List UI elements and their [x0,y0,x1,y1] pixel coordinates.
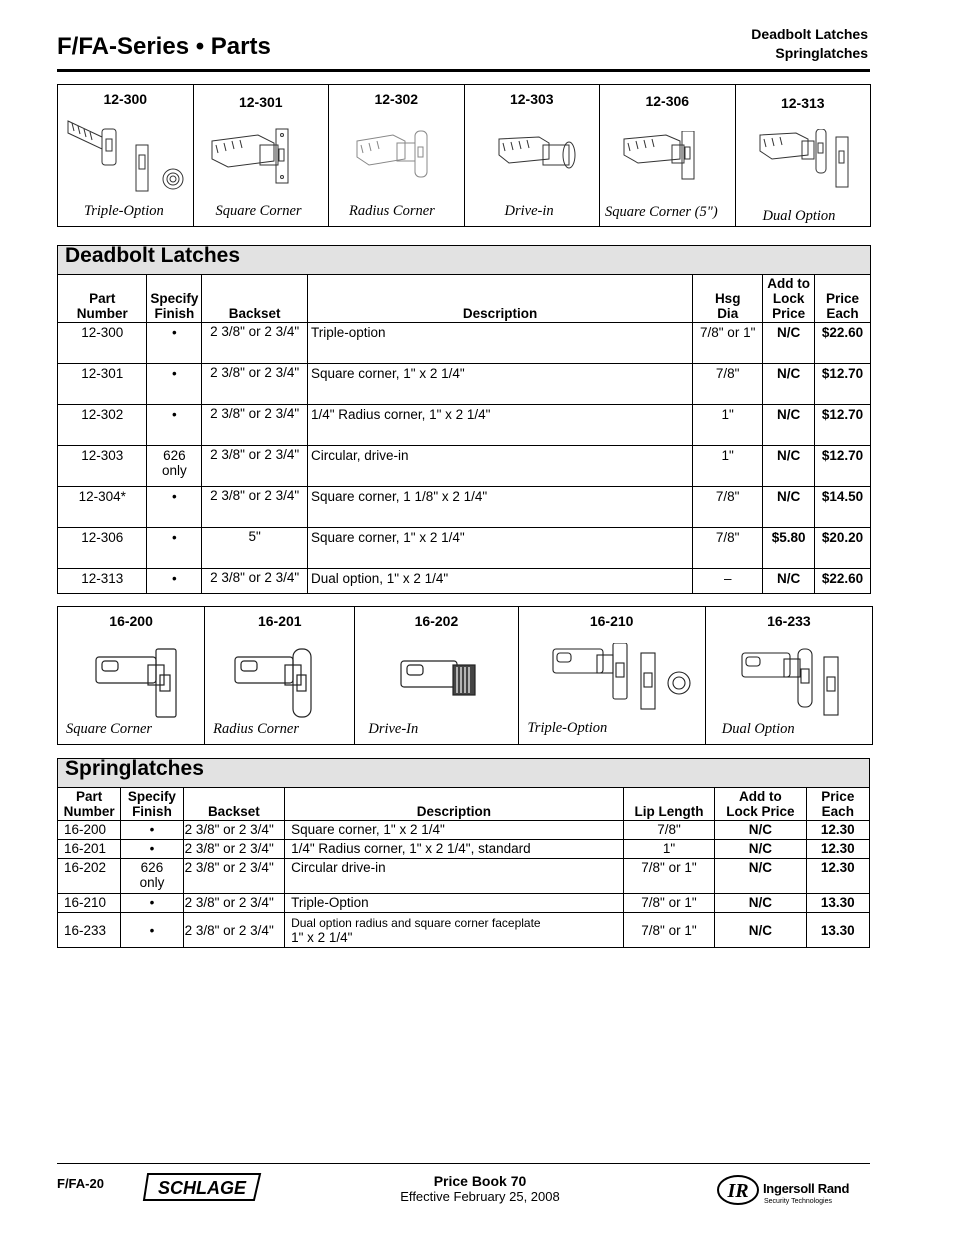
column-header: Price Each [806,788,869,821]
description-cell: Dual option, 1" x 2 1/4" [307,569,692,594]
image-caption: Radius Corner [213,721,299,737]
backset-cell: 2 3/8" or 2 3/4" [183,913,285,948]
column-header: Description [307,275,692,323]
backset-cell: 2 3/8" or 2 3/4" [202,323,308,364]
part-number-cell: 16-202 [58,859,121,894]
table-header-row [58,788,870,821]
image-caption: Triple-Option [84,203,164,219]
backset-cell: 2 3/8" or 2 3/4" [183,859,285,894]
category-label: Springlatches [775,45,868,61]
image-caption: Dual Option [762,208,836,224]
latch-illustration-icon [231,647,371,727]
price-cell: 12.30 [806,859,869,894]
part-number-cell: 12-300 [58,323,147,364]
finish-cell: • [121,840,183,859]
finish-cell: • [121,913,183,948]
company-name: Ingersoll Rand [763,1181,850,1196]
column-header: Part Number [58,788,121,821]
add-price-cell: N/C [763,569,815,594]
part-number-cell: 16-201 [58,840,121,859]
part-number-cell: 16-233 [58,913,121,948]
column-header: Add to Lock Price [715,788,806,821]
finish-cell: • [147,405,202,446]
column-header: Add to Lock Price [763,275,815,323]
finish-cell: • [147,364,202,405]
description-cell: Dual option radius and square corner faceplate 1" x 2 1/4" [285,913,624,948]
part-number: 12-303 [509,91,554,107]
section-title: Springlatches [58,759,870,788]
price-cell: $12.70 [815,405,871,446]
column-header: Specify Finish [147,275,202,323]
finish-cell: • [147,487,202,528]
page-number: F/FA-20 [57,1176,104,1191]
part-number-cell: 12-303 [58,446,147,487]
price-book-label: Price Book 70 [433,1173,527,1189]
table-row [58,569,871,594]
column-header: Part Number [58,275,147,323]
price-cell: 13.30 [806,913,869,948]
image-caption: Dual Option [721,721,795,737]
finish-cell: • [147,569,202,594]
company-subtitle: Security Technologies [764,1198,832,1205]
finish-cell: • [121,821,183,840]
table-header-row [58,275,871,323]
table-row [58,859,870,894]
price-cell: $12.70 [815,446,871,487]
springlatches-table [57,758,870,948]
latch-illustration-icon [549,643,719,723]
add-price-cell: N/C [763,405,815,446]
product-cell [193,85,329,227]
part-number-cell: 12-301 [58,364,147,405]
price-cell: 12.30 [806,840,869,859]
lip-length-cell: 7/8" or 1" [623,913,714,948]
add-price-cell: N/C [715,840,806,859]
backset-cell: 2 3/8" or 2 3/4" [183,840,285,859]
image-caption: Drive-In [368,721,419,737]
latch-illustration-icon [208,123,338,193]
price-cell: 12.30 [806,821,869,840]
hsg-dia-cell: – [693,569,763,594]
price-cell: $22.60 [815,323,871,364]
description-cell: Circular drive-in [285,859,624,894]
hsg-dia-cell: 7/8" [693,528,763,569]
product-cell [355,607,518,745]
image-caption: Square Corner [66,721,153,737]
table-row [58,446,871,487]
backset-cell: 2 3/8" or 2 3/4" [202,446,308,487]
schlage-logo [142,1170,264,1204]
part-number: 16-210 [589,613,634,629]
lip-length-cell: 7/8" or 1" [623,859,714,894]
description-cell: Square corner, 1" x 2 1/4" [307,528,692,569]
image-caption: Radius Corner [349,203,435,219]
table-row [58,487,871,528]
backset-cell: 2 3/8" or 2 3/4" [202,364,308,405]
product-cell [58,85,194,227]
backset-cell: 2 3/8" or 2 3/4" [183,894,285,913]
add-price-cell: N/C [763,364,815,405]
part-number: 16-201 [257,613,302,629]
table-row [58,840,870,859]
price-cell: $12.70 [815,364,871,405]
part-number-cell: 12-302 [58,405,147,446]
description-cell: 1/4" Radius corner, 1" x 2 1/4" [307,405,692,446]
part-number: 16-202 [414,613,459,629]
column-header: Backset [183,788,285,821]
latch-illustration-icon [620,131,750,201]
column-header: Hsg Dia [693,275,763,323]
header-rule [57,69,870,72]
add-price-cell: N/C [715,894,806,913]
latch-illustration-icon [756,129,886,199]
part-number: 12-306 [645,93,690,109]
price-cell: 13.30 [806,894,869,913]
backset-cell: 2 3/8" or 2 3/4" [202,487,308,528]
finish-cell: 626 only [121,859,183,894]
hsg-dia-cell: 1" [693,446,763,487]
add-price-cell: $5.80 [763,528,815,569]
backset-cell: 2 3/8" or 2 3/4" [202,569,308,594]
add-price-cell: N/C [715,859,806,894]
column-header: Lip Length [623,788,714,821]
product-cell [600,85,736,227]
part-number: 16-233 [767,613,811,629]
part-number-cell: 16-210 [58,894,121,913]
add-price-cell: N/C [763,446,815,487]
product-cell [735,85,871,227]
product-cell [705,607,872,745]
latch-illustration-icon [62,111,192,201]
part-number: 12-302 [374,91,419,107]
description-cell: Square corner, 1 1/8" x 2 1/4" [307,487,692,528]
product-cell [58,607,205,745]
ingersoll-rand-logo-icon [716,1174,762,1208]
column-header: Backset [202,275,308,323]
footer-rule [57,1163,870,1164]
part-number-cell: 12-304* [58,487,147,528]
latch-illustration-icon [738,647,888,727]
latch-illustration-icon [397,655,537,715]
part-number: 12-301 [238,94,283,110]
image-caption: Square Corner (5") [605,204,718,220]
deadbolt-latches-table [57,245,871,594]
table-row [58,405,871,446]
table-row [58,894,870,913]
description-cell: Circular, drive-in [307,446,692,487]
part-number: 12-313 [780,95,825,111]
column-header: Specify Finish [121,788,183,821]
effective-date: Effective February 25, 2008 [400,1189,560,1204]
part-number: 16-200 [109,613,153,629]
svg-text:IR: IR [727,1180,749,1202]
table-row [58,821,870,840]
lip-length-cell: 1" [623,840,714,859]
part-number-cell: 12-313 [58,569,147,594]
image-caption: Triple-Option [527,720,608,736]
add-price-cell: N/C [715,913,806,948]
table-row [58,364,871,405]
category-label: Deadbolt Latches [751,26,868,42]
lip-length-cell: 7/8" [623,821,714,840]
part-number-cell: 12-306 [58,528,147,569]
column-header: Description [285,788,624,821]
hsg-dia-cell: 1" [693,405,763,446]
section-title: Deadbolt Latches [58,246,871,275]
product-cell [329,85,465,227]
product-cell [464,85,600,227]
price-cell: $22.60 [815,569,871,594]
description-cell: Triple-option [307,323,692,364]
finish-cell: • [147,528,202,569]
add-price-cell: N/C [715,821,806,840]
add-price-cell: N/C [763,487,815,528]
product-cell [205,607,355,745]
description-cell: Square corner, 1" x 2 1/4" [307,364,692,405]
table-row [58,528,871,569]
finish-cell: • [147,323,202,364]
hsg-dia-cell: 7/8" or 1" [693,323,763,364]
price-cell: $20.20 [815,528,871,569]
lip-length-cell: 7/8" or 1" [623,894,714,913]
backset-cell: 2 3/8" or 2 3/4" [183,821,285,840]
hsg-dia-cell: 7/8" [693,364,763,405]
column-header: Price Each [815,275,871,323]
page-title: F/FA-Series • Parts [57,33,271,60]
description-cell: Square corner, 1" x 2 1/4" [285,821,624,840]
finish-cell: 626 only [147,446,202,487]
table-row [58,323,871,364]
hsg-dia-cell: 7/8" [693,487,763,528]
price-cell: $14.50 [815,487,871,528]
image-caption: Square Corner [215,203,302,219]
springlatch-image-strip [57,606,873,745]
backset-cell: 2 3/8" or 2 3/4" [202,405,308,446]
description-cell: Triple-Option [285,894,624,913]
product-cell [518,607,705,745]
table-row [58,913,870,948]
finish-cell: • [121,894,183,913]
description-cell: 1/4" Radius corner, 1" x 2 1/4", standard [285,840,624,859]
image-caption: Drive-in [504,203,554,219]
part-number: 12-300 [103,91,148,107]
add-price-cell: N/C [763,323,815,364]
svg-text:SCHLAGE: SCHLAGE [157,1178,247,1198]
part-number-cell: 16-200 [58,821,121,840]
backset-cell: 5" [202,528,308,569]
deadbolt-image-strip [57,84,871,227]
